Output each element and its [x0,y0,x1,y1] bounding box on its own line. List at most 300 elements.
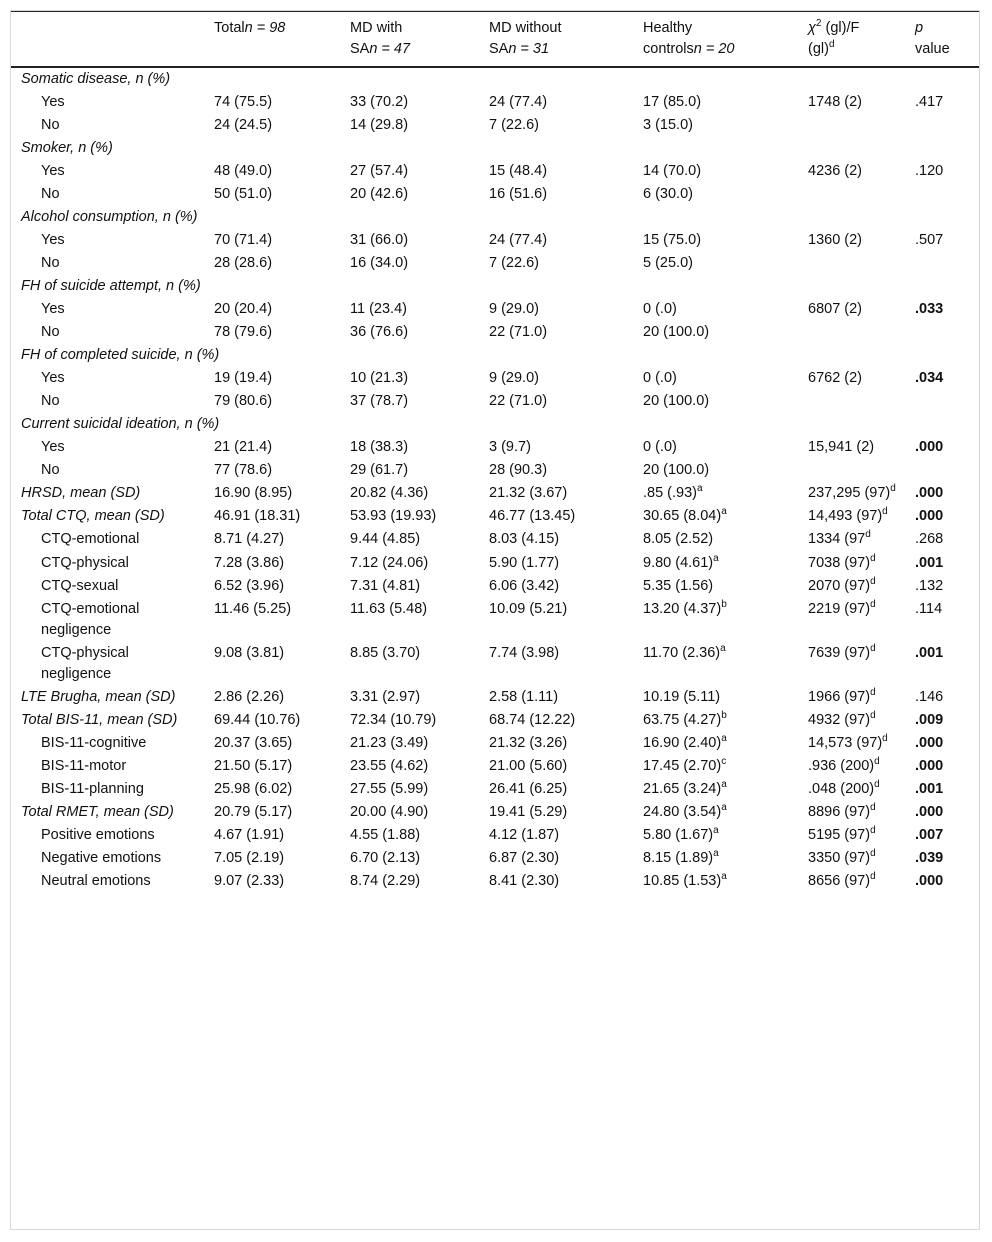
cell-value: 8.15 (1.89) [643,850,714,866]
cell-p-value: .507 [915,232,944,248]
cell-p-value: .000 [915,758,944,774]
section-label: FH of suicide attempt, n (%) [21,278,201,294]
footnote-marker: d [890,483,896,495]
row-label: No [41,393,60,409]
row-label: Yes [41,370,65,386]
table-row [11,183,979,206]
row-label: Yes [41,232,65,248]
cell-value: 1360 (2) [808,232,863,248]
cell-p-value: .001 [915,781,944,797]
cell-statistic [798,598,905,642]
cell-md-without-sa: 5.90 (1.77) [489,555,560,571]
cell-md-with-sa: 72.34 (10.79) [350,712,437,728]
table-row [11,114,979,137]
cell-total: 25.98 (6.02) [214,781,293,797]
footnote-marker: d [882,733,888,745]
header-md-with-sa: MD with SAn = 47 [340,12,479,68]
table-row [11,824,979,847]
footnote-marker: a [713,553,719,565]
cell-p-value: .009 [915,712,944,728]
cell-healthy-controls [633,575,798,598]
footnote-marker: d [870,802,876,814]
cell-statistic [798,183,905,206]
table-row [11,732,979,755]
cell-total: 7.28 (3.86) [214,555,285,571]
section-header-row [11,344,979,367]
cell-healthy-controls [633,321,798,344]
cell-total: 4.67 (1.91) [214,827,285,843]
table-row [11,552,979,575]
cell-md-without-sa: 21.00 (5.60) [489,758,568,774]
cell-total: 70 (71.4) [214,232,273,248]
section-label: Current suicidal ideation, n (%) [21,416,220,432]
table-row [11,321,979,344]
table-row [11,755,979,778]
table-row [11,801,979,824]
row-label: BIS-11-cognitive [41,735,147,751]
table-row [11,847,979,870]
table-row [11,870,979,898]
measure-label: HRSD, mean (SD) [21,485,141,501]
cell-statistic [798,114,905,137]
footnote-marker: d [870,553,876,565]
cell-total: 21.50 (5.17) [214,758,293,774]
table-row [11,390,979,413]
row-label: No [41,324,60,340]
cell-statistic [798,505,905,528]
cell-value: 6762 (2) [808,370,863,386]
cell-healthy-controls [633,367,798,390]
table-row [11,528,979,552]
cell-value: 10.85 (1.53) [643,873,722,889]
table-row [11,252,979,275]
cell-total: 9.07 (2.33) [214,873,285,889]
cell-value: 20 (100.0) [643,393,710,409]
cell-md-with-sa: 20.82 (4.36) [350,485,429,501]
cell-p-value [905,252,979,275]
cell-md-without-sa: 6.87 (2.30) [489,850,560,866]
cell-statistic [798,824,905,847]
cell-md-without-sa: 15 (48.4) [489,163,548,179]
cell-total: 79 (80.6) [214,393,273,409]
cell-total: 20.79 (5.17) [214,804,293,820]
table-row [11,229,979,252]
cell-p-value: .000 [915,873,944,889]
cell-md-with-sa: 4.55 (1.88) [350,827,421,843]
table-row [11,436,979,459]
cell-md-with-sa: 20 (42.6) [350,186,409,202]
cell-healthy-controls [633,552,798,575]
cell-md-with-sa: 33 (70.2) [350,94,409,110]
cell-value: 0 (.0) [643,370,677,386]
table-row [11,91,979,114]
data-table [11,11,979,898]
header-p-value: p value [905,12,979,68]
footnote-marker: d [870,825,876,837]
cell-md-without-sa: 22 (71.0) [489,324,548,340]
cell-total: 69.44 (10.76) [214,712,301,728]
cell-statistic [798,160,905,183]
cell-statistic [798,686,905,709]
cell-value: 6807 (2) [808,301,863,317]
cell-value: 8656 (97) [808,873,871,889]
cell-md-with-sa: 37 (78.7) [350,393,409,409]
cell-value: 0 (.0) [643,439,677,455]
row-label: No [41,462,60,478]
cell-md-without-sa: 46.77 (13.45) [489,508,576,524]
cell-total: 78 (79.6) [214,324,273,340]
cell-md-with-sa: 16 (34.0) [350,255,409,271]
footnote-marker: d [882,506,888,518]
cell-md-without-sa: 7.74 (3.98) [489,645,560,661]
cell-md-without-sa: 7 (22.6) [489,255,539,271]
footnote-marker: a [697,483,703,495]
cell-total: 46.91 (18.31) [214,508,301,524]
table-row [11,686,979,709]
cell-md-with-sa: 11 (23.4) [350,301,407,317]
cell-value: 4932 (97) [808,712,871,728]
cell-statistic [798,229,905,252]
cell-statistic [798,321,905,344]
cell-p-value [905,390,979,413]
table-row [11,482,979,505]
cell-value: 1748 (2) [808,94,863,110]
cell-md-with-sa: 29 (61.7) [350,462,409,478]
cell-value: 1966 (97) [808,689,871,705]
cell-md-with-sa: 53.93 (19.93) [350,508,437,524]
footnote-marker: a [721,802,727,814]
cell-value: 14,493 (97) [808,508,883,524]
cell-p-value [905,321,979,344]
cell-p-value [905,183,979,206]
cell-total: 7.05 (2.19) [214,850,285,866]
table-row [11,505,979,528]
cell-md-without-sa: 24 (77.4) [489,94,548,110]
footnote-marker: a [721,733,727,745]
cell-md-with-sa: 11.63 (5.48) [350,601,428,617]
cell-md-with-sa: 36 (76.6) [350,324,409,340]
cell-value: 15,941 (2) [808,439,875,455]
row-label: Yes [41,439,65,455]
cell-value: 8.05 (2.52) [643,531,714,547]
cell-value: 11.70 (2.36) [643,645,721,661]
cell-md-with-sa: 31 (66.0) [350,232,409,248]
row-label: Yes [41,163,65,179]
cell-statistic [798,436,905,459]
cell-statistic [798,459,905,482]
table-row [11,298,979,321]
cell-total: 2.86 (2.26) [214,689,285,705]
footnote-marker: a [721,779,727,791]
cell-md-without-sa: 28 (90.3) [489,462,548,478]
table-row [11,459,979,482]
cell-md-without-sa: 22 (71.0) [489,393,548,409]
table-row [11,575,979,598]
cell-md-without-sa: 16 (51.6) [489,186,548,202]
cell-md-with-sa: 21.23 (3.49) [350,735,429,751]
cell-value: 5195 (97) [808,827,871,843]
section-header-row [11,67,979,91]
cell-p-value [905,459,979,482]
cell-md-without-sa: 21.32 (3.67) [489,485,568,501]
cell-value: 21.65 (3.24) [643,781,722,797]
cell-total: 8.71 (4.27) [214,531,285,547]
cell-md-with-sa: 27 (57.4) [350,163,409,179]
cell-p-value: .146 [915,689,944,705]
cell-healthy-controls [633,528,798,552]
cell-total: 77 (78.6) [214,462,273,478]
cell-statistic [798,390,905,413]
cell-md-without-sa: 8.03 (4.15) [489,531,560,547]
cell-healthy-controls [633,732,798,755]
cell-p-value: .001 [915,555,944,571]
cell-value: 7038 (97) [808,555,871,571]
footnote-marker: a [713,825,719,837]
footnote-marker: d [870,643,876,655]
cell-healthy-controls [633,755,798,778]
cell-p-value: .120 [915,163,944,179]
cell-p-value: .033 [915,301,944,317]
cell-total: 20 (20.4) [214,301,273,317]
row-label: No [41,186,60,202]
row-label: Yes [41,301,65,317]
cell-statistic [798,91,905,114]
cell-healthy-controls [633,160,798,183]
cell-healthy-controls [633,114,798,137]
cell-statistic [798,528,905,552]
cell-value: 4236 (2) [808,163,863,179]
cell-statistic [798,252,905,275]
cell-value: 63.75 (4.27) [643,712,722,728]
header-blank [11,12,204,68]
footnote-marker: c [721,756,727,768]
table-row [11,598,979,642]
row-label: Positive emotions [41,827,155,843]
header-row [11,12,979,68]
cell-md-with-sa: 8.74 (2.29) [350,873,421,889]
cell-healthy-controls [633,778,798,801]
cell-value: .85 (.93) [643,485,697,501]
cell-statistic [798,298,905,321]
cell-healthy-controls [633,459,798,482]
cell-value: 1334 (97 [808,531,866,547]
cell-total: 6.52 (3.96) [214,578,285,594]
cell-md-without-sa: 9 (29.0) [489,370,539,386]
cell-healthy-controls [633,709,798,732]
cell-healthy-controls [633,482,798,505]
cell-md-with-sa: 14 (29.8) [350,117,409,133]
cell-total: 20.37 (3.65) [214,735,293,751]
cell-healthy-controls [633,298,798,321]
cell-p-value: .001 [915,645,944,661]
footnote-marker: d [874,756,880,768]
row-label: CTQ-physical negligence [41,645,129,682]
cell-value: 6 (30.0) [643,186,693,202]
cell-p-value: .000 [915,735,944,751]
cell-value: 14 (70.0) [643,163,702,179]
cell-statistic [798,732,905,755]
cell-total: 74 (75.5) [214,94,273,110]
footnote-marker: a [721,871,727,883]
cell-total: 50 (51.0) [214,186,273,202]
section-label: Smoker, n (%) [21,140,113,156]
header-healthy-controls: Healthy controlsn = 20 [633,12,798,68]
row-label: Negative emotions [41,850,162,866]
cell-total: 19 (19.4) [214,370,273,386]
cell-value: 30.65 (8.04) [643,508,722,524]
cell-md-without-sa: 68.74 (12.22) [489,712,576,728]
cell-healthy-controls [633,229,798,252]
measure-label: Total RMET, mean (SD) [21,804,174,820]
cell-statistic [798,575,905,598]
section-label: Somatic disease, n (%) [21,71,171,87]
footnote-marker: d [870,599,876,611]
cell-healthy-controls [633,91,798,114]
cell-value: 17 (85.0) [643,94,702,110]
cell-statistic [798,552,905,575]
cell-value: 7639 (97) [808,645,871,661]
table-row [11,367,979,390]
cell-md-with-sa: 8.85 (3.70) [350,645,421,661]
cell-p-value: .268 [915,531,944,547]
cell-statistic [798,367,905,390]
cell-total: 21 (21.4) [214,439,273,455]
cell-healthy-controls [633,824,798,847]
cell-md-without-sa: 3 (9.7) [489,439,531,455]
footnote-marker: b [721,599,727,611]
cell-value: .048 (200) [808,781,875,797]
cell-p-value: .039 [915,850,944,866]
cell-total: 24 (24.5) [214,117,273,133]
footnote-marker: d [870,871,876,883]
footnote-marker: d [874,779,880,791]
cell-statistic [798,482,905,505]
cell-value: 16.90 (2.40) [643,735,722,751]
cell-value: 0 (.0) [643,301,677,317]
cell-value: 15 (75.0) [643,232,702,248]
row-label: CTQ-emotional negligence [41,601,140,638]
cell-p-value: .417 [915,94,944,110]
cell-healthy-controls [633,686,798,709]
cell-healthy-controls [633,505,798,528]
footnote-marker: d [870,710,876,722]
section-header-row [11,137,979,160]
header-statistic: $\chi^2$ (gl)/F (gl)$^d$ [798,12,905,68]
cell-statistic [798,801,905,824]
row-label: CTQ-sexual [41,578,119,594]
cell-p-value: .000 [915,508,944,524]
cell-value: 13.20 (4.37) [643,601,722,617]
cell-md-without-sa: 9 (29.0) [489,301,539,317]
cell-p-value: .007 [915,827,944,843]
cell-value: 9.80 (4.61) [643,555,714,571]
cell-p-value: .000 [915,485,944,501]
measure-label: Total CTQ, mean (SD) [21,508,165,524]
cell-value: 20 (100.0) [643,324,710,340]
footnote-marker: b [721,710,727,722]
cell-total: 9.08 (3.81) [214,645,285,661]
table-row [11,778,979,801]
cell-value: .936 (200) [808,758,875,774]
cell-value: 24.80 (3.54) [643,804,722,820]
measure-label: Total BIS-11, mean (SD) [21,712,178,728]
cell-md-with-sa: 20.00 (4.90) [350,804,429,820]
footnote-marker: d [865,529,871,541]
row-label: Yes [41,94,65,110]
cell-md-with-sa: 23.55 (4.62) [350,758,429,774]
cell-value: 20 (100.0) [643,462,710,478]
cell-value: 17.45 (2.70) [643,758,722,774]
header-md-without-sa: MD without SAn = 31 [479,12,633,68]
cell-statistic [798,847,905,870]
cell-healthy-controls [633,801,798,824]
row-label: Neutral emotions [41,873,151,889]
cell-p-value: .000 [915,804,944,820]
header-total: Totaln = 98 [204,12,340,68]
section-label: FH of completed suicide, n (%) [21,347,220,363]
cell-statistic [798,709,905,732]
table-row [11,709,979,732]
cell-healthy-controls [633,598,798,642]
row-label: BIS-11-planning [41,781,144,797]
table-row [11,642,979,686]
cell-md-without-sa: 26.41 (6.25) [489,781,568,797]
cell-total: 11.46 (5.25) [214,601,292,617]
cell-healthy-controls [633,847,798,870]
cell-p-value: .114 [915,601,943,617]
cell-md-without-sa: 8.41 (2.30) [489,873,560,889]
cell-healthy-controls [633,390,798,413]
cell-value: 10.19 (5.11) [643,689,721,705]
table-body [11,67,979,898]
row-label: No [41,117,60,133]
cell-statistic [798,755,905,778]
section-label: Alcohol consumption, n (%) [21,209,198,225]
cell-value: 14,573 (97) [808,735,883,751]
row-label: BIS-11-motor [41,758,127,774]
row-label: CTQ-emotional [41,531,140,547]
cell-value: 8896 (97) [808,804,871,820]
cell-md-with-sa: 7.12 (24.06) [350,555,429,571]
cell-p-value: .132 [915,578,944,594]
measure-label: LTE Brugha, mean (SD) [21,689,176,705]
cell-md-with-sa: 3.31 (2.97) [350,689,421,705]
cell-p-value [905,114,979,137]
cell-md-without-sa: 6.06 (3.42) [489,578,560,594]
cell-md-without-sa: 7 (22.6) [489,117,539,133]
section-header-row [11,413,979,436]
cell-total: 28 (28.6) [214,255,273,271]
cell-md-with-sa: 9.44 (4.85) [350,531,421,547]
footnote-marker: a [713,848,719,860]
cell-p-value: .000 [915,439,944,455]
table-row [11,160,979,183]
cell-md-with-sa: 6.70 (2.13) [350,850,421,866]
cell-value: 5 (25.0) [643,255,693,271]
cell-md-with-sa: 27.55 (5.99) [350,781,429,797]
cell-md-without-sa: 10.09 (5.21) [489,601,568,617]
cell-statistic [798,642,905,686]
cell-value: 5.35 (1.56) [643,578,714,594]
footnote-marker: d [870,687,876,699]
section-header-row [11,275,979,298]
cell-md-without-sa: 2.58 (1.11) [489,689,559,705]
cell-total: 16.90 (8.95) [214,485,293,501]
footnote-marker: d [870,576,876,588]
cell-healthy-controls [633,252,798,275]
cell-md-without-sa: 4.12 (1.87) [489,827,560,843]
cell-healthy-controls [633,870,798,898]
